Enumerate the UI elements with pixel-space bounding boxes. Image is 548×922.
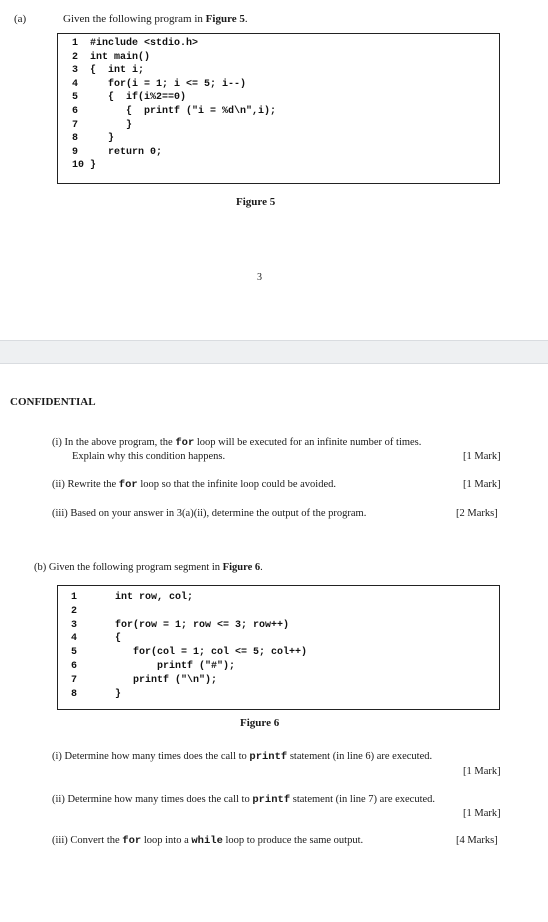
figure-6-code-line: for(row = 1; row <= 3; row++) bbox=[115, 619, 290, 631]
part-a-intro-suffix: . bbox=[244, 13, 248, 25]
figure-5-code-line bbox=[72, 160, 96, 171]
part-b-intro bbox=[34, 562, 263, 573]
figure-5-code-text: { int i; bbox=[90, 65, 145, 77]
question-a-ii-keyword: for bbox=[118, 479, 138, 491]
question-b-i-keyword: printf bbox=[249, 751, 288, 763]
question-a-ii-post: loop so that the infinite loop could be avoided. bbox=[137, 479, 336, 490]
figure-6-code-line: printf ("\n"); bbox=[115, 674, 218, 686]
figure-6-line-number: 8 bbox=[71, 688, 78, 700]
figure-5-caption: Figure 5 bbox=[236, 196, 276, 208]
question-a-i-post: loop will be executed for an infinite number of times. bbox=[194, 437, 422, 448]
figure-5-code-text: { printf ("i = %d\n",i); bbox=[90, 106, 277, 117]
figure-5-code-text: for(i = 1; i <= 5; i--) bbox=[90, 78, 247, 90]
figure-6-code-line: } bbox=[115, 688, 122, 700]
question-b-ii-pre: (ii) Determine how many times does the call to bbox=[52, 794, 253, 805]
question-a-i-pre: (i) In the above program, the bbox=[52, 437, 176, 448]
figure-5-code-line bbox=[72, 106, 276, 117]
figure-5-line-number: 4 bbox=[72, 78, 79, 90]
figure-5-code-line bbox=[72, 133, 114, 144]
figure-5-code-line bbox=[72, 147, 162, 158]
question-b-i-marks: [1 Mark] bbox=[463, 766, 501, 777]
figure-6-line-number: 6 bbox=[71, 661, 78, 672]
question-b-iii bbox=[52, 835, 363, 847]
page-break bbox=[0, 340, 548, 364]
figure-6-code-line: printf ("#"); bbox=[115, 661, 236, 672]
question-a-i-marks: [1 Mark] bbox=[463, 451, 501, 462]
figure-6-line-number: 4 bbox=[71, 633, 78, 645]
part-b-intro-prefix: (b) Given the following program segment in bbox=[34, 562, 223, 573]
question-b-ii-marks: [1 Mark] bbox=[463, 808, 501, 819]
question-b-iii-marks: [4 Marks] bbox=[456, 835, 498, 846]
question-a-ii-marks: [1 Mark] bbox=[463, 479, 501, 490]
figure-6-line-number: 3 bbox=[71, 619, 78, 631]
question-b-i bbox=[52, 751, 432, 763]
question-b-i-pre: (i) Determine how many times does the call to bbox=[52, 751, 250, 762]
figure-5-code-line bbox=[72, 65, 144, 76]
figure-5-line-number: 6 bbox=[72, 106, 79, 117]
question-b-iii-keyword-for: for bbox=[122, 835, 142, 847]
figure-5-code-line bbox=[72, 92, 186, 103]
page-number: 3 bbox=[257, 272, 262, 283]
figure-5-code-line bbox=[72, 120, 132, 131]
question-a-i-keyword: for bbox=[175, 437, 195, 449]
figure-5-code-line bbox=[72, 79, 246, 90]
figure-5-code-text: #include <stdio.h> bbox=[90, 38, 199, 49]
part-a-intro-figure-ref: Figure 5 bbox=[205, 13, 245, 25]
figure-6-line-number: 5 bbox=[71, 647, 78, 659]
figure-5-code-text: } bbox=[90, 160, 97, 172]
question-a-iii-marks: [2 Marks] bbox=[456, 508, 498, 519]
question-b-ii-post: statement (in line 7) are executed. bbox=[290, 794, 436, 805]
figure-6-line-number: 2 bbox=[71, 605, 78, 617]
figure-6-code-line: int row, col; bbox=[115, 592, 194, 603]
figure-6-code-line: for(col = 1; col <= 5; col++) bbox=[115, 647, 308, 659]
question-b-ii bbox=[52, 794, 435, 806]
figure-5-code-text: return 0; bbox=[90, 146, 163, 158]
part-b-intro-figure-ref: Figure 6 bbox=[222, 562, 261, 573]
figure-5-code-text: int main() bbox=[90, 51, 151, 63]
question-a-iii: (iii) Based on your answer in 3(a)(ii), determine the output of the program. bbox=[52, 508, 367, 519]
figure-5-line-number: 7 bbox=[72, 119, 79, 131]
question-a-i-line2: Explain why this condition happens. bbox=[72, 451, 226, 462]
figure-5-line-number: 2 bbox=[72, 51, 79, 63]
figure-5-line-number: 10 bbox=[72, 160, 85, 172]
question-a-i-line1 bbox=[52, 437, 421, 449]
figure-5-line-number: 8 bbox=[72, 133, 79, 145]
figure-6-caption: Figure 6 bbox=[240, 717, 280, 729]
question-b-i-post: statement (in line 6) are executed. bbox=[287, 751, 433, 762]
figure-5-line-number: 1 bbox=[72, 38, 79, 49]
question-b-iii-pre: (iii) Convert the bbox=[52, 835, 123, 846]
figure-5-line-number: 5 bbox=[72, 92, 79, 104]
figure-5-code-box bbox=[57, 33, 500, 184]
figure-5-code-text: } bbox=[90, 119, 133, 131]
question-b-ii-keyword: printf bbox=[252, 794, 291, 806]
part-a-intro-prefix: Given the following program in bbox=[63, 13, 206, 25]
figure-5-line-number: 9 bbox=[72, 146, 79, 158]
question-a-ii bbox=[52, 479, 336, 491]
question-b-iii-keyword-while: while bbox=[191, 835, 223, 847]
part-b-intro-suffix: . bbox=[260, 562, 263, 573]
figure-6-code-box bbox=[57, 585, 500, 710]
figure-5-code-text: } bbox=[90, 133, 115, 145]
figure-5-code-text: { if(i%2==0) bbox=[90, 92, 187, 104]
confidential-header: CONFIDENTIAL bbox=[10, 396, 96, 408]
figure-6-line-number: 7 bbox=[71, 674, 78, 686]
figure-6-line-number: 1 bbox=[71, 592, 78, 603]
question-a-ii-pre: (ii) Rewrite the bbox=[52, 479, 119, 490]
question-b-iii-post: loop to produce the same output. bbox=[222, 835, 364, 846]
part-a-label: (a) bbox=[14, 13, 27, 25]
figure-5-line-number: 3 bbox=[72, 65, 79, 77]
part-a-intro bbox=[63, 13, 248, 25]
question-b-iii-mid: loop into a bbox=[141, 835, 192, 846]
figure-6-code-line: { bbox=[115, 633, 122, 645]
figure-5-code-line bbox=[72, 52, 150, 63]
figure-5-code-line bbox=[72, 38, 198, 49]
